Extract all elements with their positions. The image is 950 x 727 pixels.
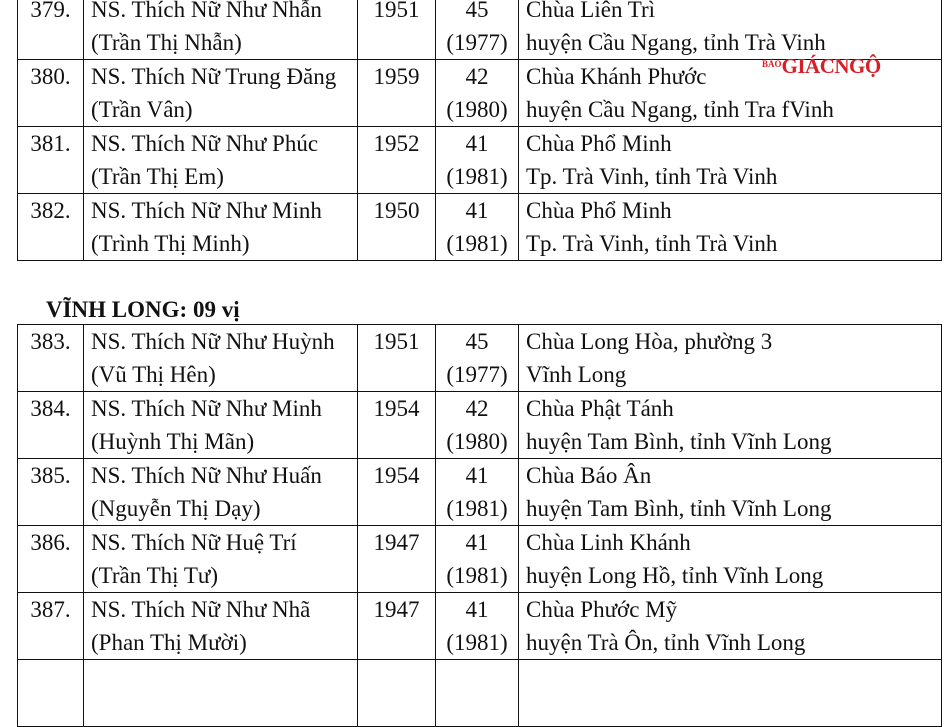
birth-year: 1954	[358, 392, 436, 459]
ordination-year: (1981)	[446, 231, 508, 256]
age: 42	[465, 64, 489, 89]
table-row	[18, 459, 942, 526]
ordination-year: (1981)	[446, 563, 508, 588]
birth-name: (Vũ Thị Hên)	[91, 362, 216, 387]
temple-location: Vĩnh Long	[526, 362, 627, 387]
age-cell	[436, 392, 519, 459]
name-cell	[84, 0, 358, 60]
temple-location: huyện Cầu Ngang, tỉnh Tra fVinh	[526, 97, 834, 122]
birth-name: (Trần Thị Em)	[91, 164, 224, 189]
age: 41	[465, 131, 489, 156]
birth-year: 1947	[358, 526, 436, 593]
birth-year: 1951	[358, 325, 436, 392]
age: 41	[465, 198, 489, 223]
monastic-name: NS. Thích Nữ Như Nhẫn	[91, 0, 322, 22]
age: 45	[465, 0, 489, 22]
temple-cell	[519, 392, 942, 459]
newspaper-watermark-logo	[762, 52, 881, 78]
age-cell	[436, 127, 519, 194]
name-cell	[84, 392, 358, 459]
birth-year: 1951	[358, 0, 436, 60]
row-number: 385.	[18, 459, 84, 526]
age-cell	[436, 660, 519, 727]
age: 45	[465, 329, 489, 354]
age: 42	[465, 396, 489, 421]
row-number: 384.	[18, 392, 84, 459]
temple-name: Chùa Phổ Minh	[526, 131, 672, 156]
temple-cell	[519, 526, 942, 593]
monastic-name: NS. Thích Nữ Như Phúc	[91, 131, 319, 156]
name-cell	[84, 194, 358, 261]
age: 41	[465, 530, 489, 555]
table-row	[18, 593, 942, 660]
temple-cell	[519, 660, 942, 727]
age-cell	[436, 593, 519, 660]
name-cell	[84, 127, 358, 194]
monastic-name: NS. Thích Nữ Huệ Trí	[91, 530, 297, 555]
row-number: 382.	[18, 194, 84, 261]
table-row	[18, 127, 942, 194]
birth-year: 1959	[358, 60, 436, 127]
watermark-name: GIÁCNGỘ	[781, 54, 881, 78]
row-number: 386.	[18, 526, 84, 593]
temple-location: huyện Tam Bình, tỉnh Vĩnh Long	[526, 496, 832, 521]
temple-cell	[519, 0, 942, 60]
table-row	[18, 325, 942, 392]
temple-location: Tp. Trà Vinh, tỉnh Trà Vinh	[526, 164, 778, 189]
birth-year: 1952	[358, 127, 436, 194]
temple-name: Chùa Linh Khánh	[526, 530, 691, 555]
roster-table-body	[18, 325, 942, 727]
row-number	[18, 660, 84, 727]
birth-name: (Trình Thị Minh)	[91, 231, 250, 256]
birth-year: 1950	[358, 194, 436, 261]
ordination-year: (1981)	[446, 496, 508, 521]
temple-cell	[519, 325, 942, 392]
name-cell	[84, 660, 358, 727]
temple-name: Chùa Báo Ân	[526, 463, 652, 488]
temple-location: huyện Long Hồ, tỉnh Vĩnh Long	[526, 563, 824, 588]
temple-name: Chùa Long Hòa, phường 3	[526, 329, 773, 354]
row-number: 381.	[18, 127, 84, 194]
row-number: 383.	[18, 325, 84, 392]
temple-cell	[519, 593, 942, 660]
birth-name: (Phan Thị Mười)	[91, 630, 247, 655]
birth-year: 1947	[358, 593, 436, 660]
ordination-year: (1977)	[446, 362, 508, 387]
age-cell	[436, 0, 519, 60]
roster-table-body	[18, 0, 942, 261]
row-number: 380.	[18, 60, 84, 127]
section-heading: VĨNH LONG: 09 vị	[46, 297, 240, 322]
birth-year	[358, 660, 436, 727]
age-cell	[436, 194, 519, 261]
watermark-prefix: BÁO	[762, 59, 782, 69]
ordination-year: (1981)	[446, 164, 508, 189]
temple-location: huyện Trà Ôn, tỉnh Vĩnh Long	[526, 630, 806, 655]
monastic-name: NS. Thích Nữ Như Huấn	[91, 463, 322, 488]
row-number: 379.	[18, 0, 84, 60]
temple-name: Chùa Phổ Minh	[526, 198, 672, 223]
table-row	[18, 392, 942, 459]
name-cell	[84, 325, 358, 392]
age-cell	[436, 526, 519, 593]
monastic-name: NS. Thích Nữ Như Minh	[91, 198, 322, 223]
temple-location: huyện Cầu Ngang, tỉnh Trà Vinh	[526, 30, 826, 55]
temple-location: Tp. Trà Vinh, tỉnh Trà Vinh	[526, 231, 778, 256]
table-row	[18, 0, 942, 60]
temple-name: Chùa Phật Tánh	[526, 396, 674, 421]
temple-location: huyện Tam Bình, tỉnh Vĩnh Long	[526, 429, 832, 454]
age: 41	[465, 597, 489, 622]
age-cell	[436, 325, 519, 392]
ordination-year: (1977)	[446, 30, 508, 55]
name-cell	[84, 593, 358, 660]
monastic-name: NS. Thích Nữ Như Huỳnh	[91, 329, 335, 354]
birth-name: (Trần Thị Nhẫn)	[91, 30, 242, 55]
temple-cell	[519, 459, 942, 526]
age: 41	[465, 463, 489, 488]
name-cell	[84, 459, 358, 526]
birth-name: (Trần Thị Tư)	[91, 563, 219, 588]
temple-name: Chùa Khánh Phước	[526, 64, 707, 89]
table-row	[18, 526, 942, 593]
row-number: 387.	[18, 593, 84, 660]
ordination-year: (1980)	[446, 429, 508, 454]
name-cell	[84, 60, 358, 127]
temple-cell	[519, 194, 942, 261]
roster-table-tra-vinh	[17, 0, 942, 261]
name-cell	[84, 526, 358, 593]
temple-cell	[519, 127, 942, 194]
monastic-name: NS. Thích Nữ Như Nhã	[91, 597, 311, 622]
table-row-partial	[18, 660, 942, 727]
birth-name: (Trần Vân)	[91, 97, 193, 122]
ordination-year: (1980)	[446, 97, 508, 122]
birth-name: (Huỳnh Thị Mãn)	[91, 429, 255, 454]
monastic-name: NS. Thích Nữ Trung Đăng	[91, 64, 337, 89]
age-cell	[436, 60, 519, 127]
age-cell	[436, 459, 519, 526]
birth-year: 1954	[358, 459, 436, 526]
monastic-name: NS. Thích Nữ Như Minh	[91, 396, 322, 421]
temple-name: Chùa Phước Mỹ	[526, 597, 678, 622]
table-row	[18, 194, 942, 261]
birth-name: (Nguyễn Thị Dạy)	[91, 496, 261, 521]
ordination-year: (1981)	[446, 630, 508, 655]
temple-name: Chùa Liên Trì	[526, 0, 656, 22]
